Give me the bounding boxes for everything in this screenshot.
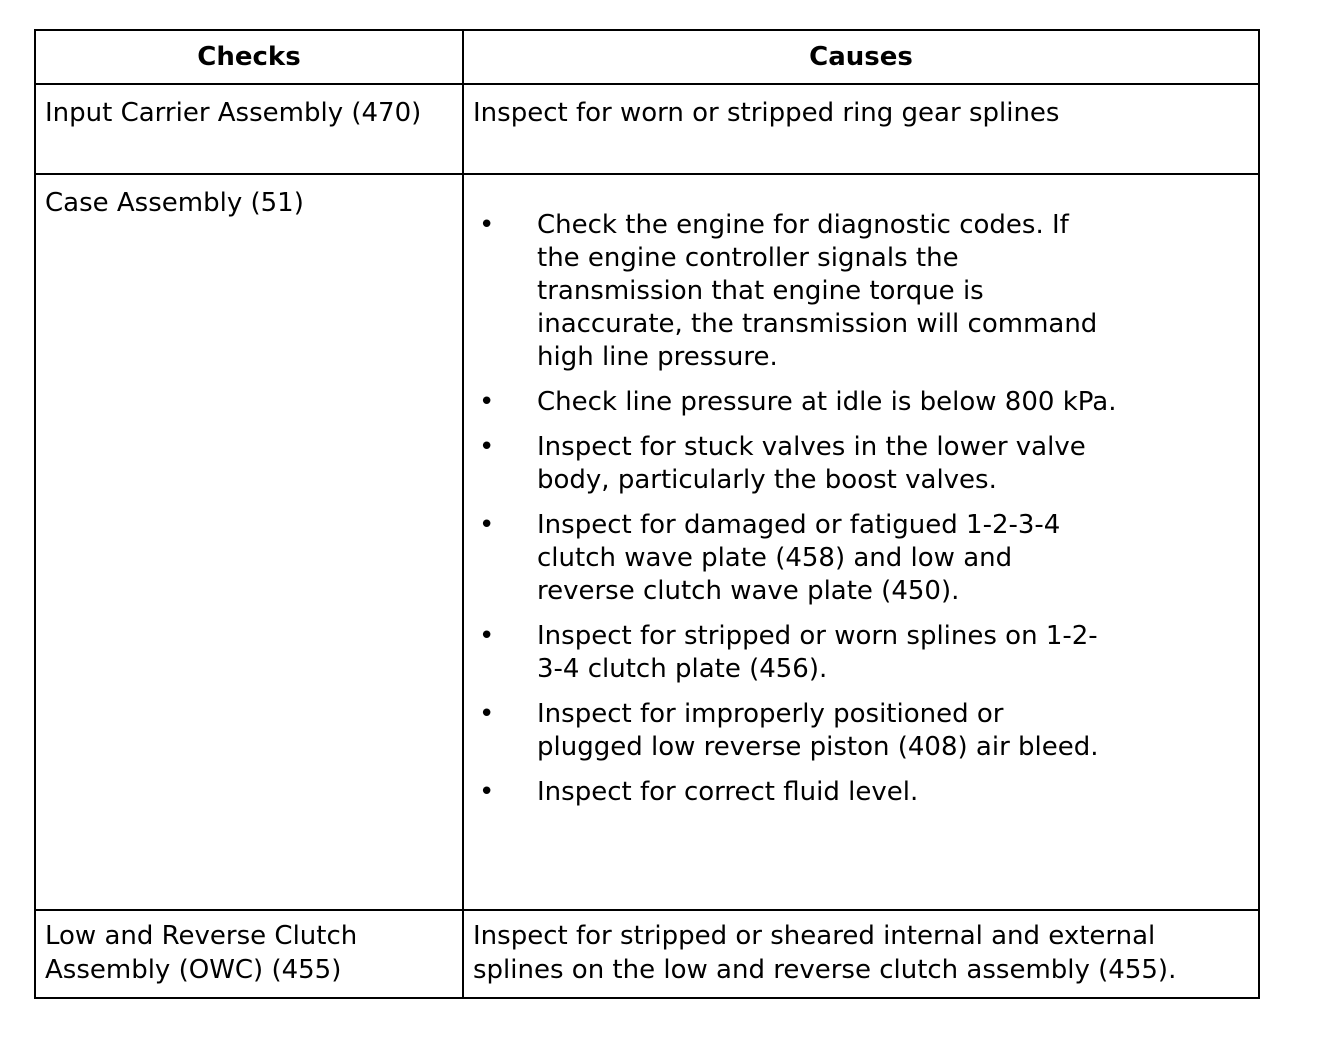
bullet-icon: • xyxy=(479,777,495,807)
check-cell: Low and Reverse Clutch Assembly (OWC) (455) xyxy=(35,910,463,998)
table-row xyxy=(35,910,1259,998)
cause-cell: Inspect for stripped or sheared internal and external splines on the low and reverse clutch assembly (455). xyxy=(463,910,1259,998)
list-item-text: Inspect for damaged or fatigued 1-2-3-4 clutch wave plate (458) and low and reverse clutch wave plate (450). xyxy=(537,510,1061,606)
list-item xyxy=(473,209,1117,374)
cause-cell xyxy=(463,174,1259,910)
list-item xyxy=(473,776,1117,809)
table-row xyxy=(35,84,1259,174)
diagnosis-table xyxy=(34,29,1260,999)
bullet-icon: • xyxy=(479,510,495,540)
check-cell: Case Assembly (51) xyxy=(35,174,463,910)
bullet-icon: • xyxy=(479,387,495,417)
list-item xyxy=(473,386,1117,419)
list-item xyxy=(473,698,1117,764)
bullet-icon: • xyxy=(479,210,495,240)
list-item xyxy=(473,509,1117,608)
bullet-icon: • xyxy=(479,621,495,651)
column-header-causes: Causes xyxy=(463,30,1259,84)
list-item-text: Inspect for correct fluid level. xyxy=(537,777,919,807)
bullet-icon: • xyxy=(479,432,495,462)
list-item-text: Inspect for stripped or worn splines on 1-2-3-4 clutch plate (456). xyxy=(537,621,1098,684)
list-item-text: Check the engine for diagnostic codes. If the engine controller signals the transmission that engine torque is inaccurate, the transmission will command high line pressure. xyxy=(537,210,1098,372)
list-item-text: Inspect for improperly positioned or plugged low reverse piston (408) air bleed. xyxy=(537,699,1099,762)
column-header-checks: Checks xyxy=(35,30,463,84)
cause-cell: Inspect for worn or stripped ring gear splines xyxy=(463,84,1259,174)
causes-list xyxy=(473,209,1250,809)
table-row xyxy=(35,174,1259,910)
list-item xyxy=(473,431,1117,497)
list-item-text: Inspect for stuck valves in the lower valve body, particularly the boost valves. xyxy=(537,432,1086,495)
check-cell: Input Carrier Assembly (470) xyxy=(35,84,463,174)
list-item xyxy=(473,620,1117,686)
table-header-row xyxy=(35,30,1259,84)
list-item-text: Check line pressure at idle is below 800 kPa. xyxy=(537,387,1117,417)
bullet-icon: • xyxy=(479,699,495,729)
